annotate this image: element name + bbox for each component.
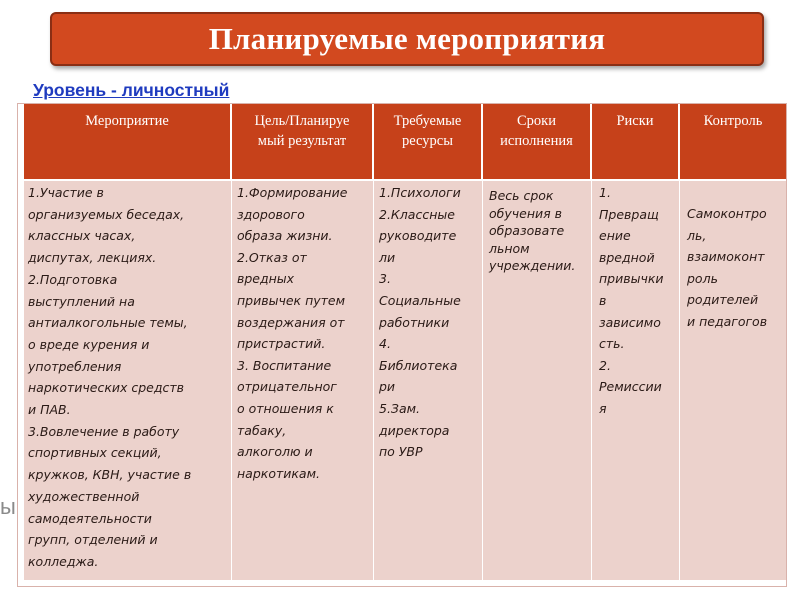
header-risks: Риски: [592, 104, 680, 179]
cell-control: Самоконтро ль, взаимоконт роль родителей и педагогов: [680, 179, 786, 580]
header-resources: Требуемые ресурсы: [374, 104, 483, 179]
cell-risks: 1. Превращ ение вредной привычки в зависимо сть. 2. Ремиссии я: [592, 179, 680, 580]
level-subtitle: Уровень - личностный: [33, 80, 230, 100]
header-event: Мероприятие: [24, 104, 232, 179]
cell-deadlines: Весь срок обучения в образовате льном учреждении.: [483, 179, 592, 580]
table-header-row: [24, 104, 786, 179]
slide-title: Планируемые мероприятия: [208, 21, 606, 56]
cell-resources: 1.Психологи 2.Классные руководите ли 3. Социальные работники 4. Библиотека ри 5.Зам. директора по УВР: [374, 179, 483, 580]
cropped-side-text: ы: [0, 494, 16, 519]
title-banner: [50, 12, 764, 66]
cell-events: 1.Участие в организуемых беседах, классных часах, диспутах, лекциях. 2.Подготовка выступлений на антиалкогольные темы, о вреде курения и употребления наркотических средств и ПАВ. 3.Вовлечение в работу спортивных секций, кружков, КВН, участие в художественной самодеятельности групп, отделений и колледжа.: [24, 179, 232, 580]
table-row: [24, 179, 786, 580]
header-control: Контроль: [680, 104, 786, 179]
header-deadlines: Сроки исполнения: [483, 104, 592, 179]
header-goal: Цель/Планируе мый результат: [232, 104, 374, 179]
cell-goals: 1.Формирование здорового образа жизни. 2.Отказ от вредных привычек путем воздержания от пристрастий. 3. Воспитание отрицательног о отношения к табаку, алкоголю и наркотикам.: [232, 179, 374, 580]
